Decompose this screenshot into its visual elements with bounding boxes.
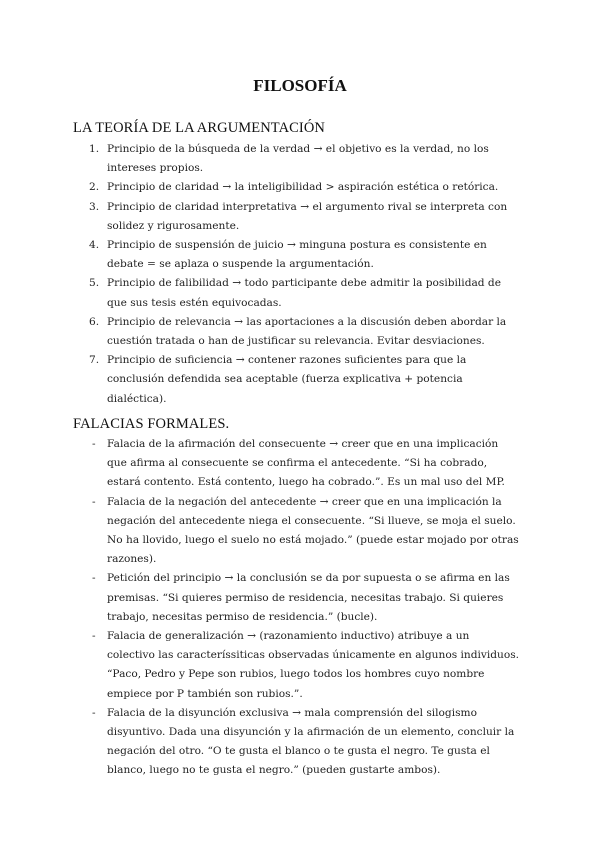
- list-item: [0, 569, 600, 627]
- item-text: Falacia de la disyunción exclusiva → mala comprensión del silogismo disyuntivo. Dada una disyunción y la afirmación de un elemento, concluir la negación del otro. “O te gusta el blanco o te gusta el negro. Te gusta el blanco, luego no te gusta el negro.” (pueden gustarte ambos).: [107, 706, 515, 777]
- principles-list: [0, 140, 600, 409]
- list-item: [0, 313, 600, 351]
- list-item: [0, 435, 600, 493]
- item-number: 2.: [89, 181, 100, 194]
- list-item: [0, 140, 600, 178]
- fallacies-list: [0, 435, 600, 781]
- item-bullet: -: [92, 572, 96, 585]
- item-text: Principio de relevancia → las aportaciones a la discusión deben abordar la cuestión tratada o han de justificar su relevancia. Evitar desviaciones.: [107, 315, 507, 348]
- section-heading-falacias: FALACIAS FORMALES.: [73, 416, 230, 432]
- item-text: Principio de falibilidad → todo participante debe admitir la posibilidad de que sus tesis estén equivocadas.: [107, 277, 501, 309]
- item-bullet: -: [92, 438, 96, 450]
- list-item: [0, 493, 600, 570]
- list-item: [0, 274, 600, 312]
- section-heading-argumentacion: LA TEORÍA DE LA ARGUMENTACIÓN: [73, 120, 325, 136]
- item-text: Principio de la búsqueda de la verdad → el objetivo es la verdad, no los intereses propios.: [107, 143, 489, 175]
- item-text: Principio de suspensión de juicio → minguna postura es consistente en debate = se aplaza o suspende la argumentación.: [107, 239, 487, 271]
- item-number: 3.: [89, 200, 100, 213]
- list-item: [0, 198, 600, 236]
- page-title: FILOSOFÍA: [253, 76, 347, 95]
- item-text: Falacia de generalización → (razonamiento inductivo) atribuye a un colectivo las caracteríssiticas observadas únicamente en algunos individuos. “Paco, Pedro y Pepe son rubios, luego todos los hombres cuyo nombre empiece por P también son rubios.”.: [107, 630, 520, 700]
- list-item: [0, 627, 600, 704]
- item-text: Principio de suficiencia → contener razones suficientes para que la conclusión defendida sea aceptable (fuerza explicativa + potencia dialéctica).: [107, 354, 467, 405]
- item-text: Falacia de la afirmación del consecuente → creer que en una implicación que afirma al consecuente se confirma el antecedente. “Si ha cobrado, estará contento. Está contento, luego ha cobrado.”. Es un mal uso del MP.: [107, 438, 505, 489]
- item-bullet: -: [92, 706, 96, 719]
- item-text: Principio de claridad → la inteligibilidad > aspiración estética o retórica.: [107, 181, 499, 194]
- item-number: 7.: [89, 354, 100, 367]
- list-item: [0, 351, 600, 409]
- item-text: Petición del principio → la conclusión se da por supuesta o se afirma en las premisas. “Si quieres permiso de residencia, necesitas trabajo. Si quieres trabajo, necesitas permiso de residencia.” (bucle).: [107, 572, 510, 623]
- item-number: 6.: [89, 315, 100, 328]
- list-item: [0, 236, 600, 274]
- item-bullet: -: [92, 630, 96, 643]
- item-number: 1.: [89, 143, 100, 155]
- item-text: Falacia de la negación del antecedente → creer que en una implicación la negación del antecedente niega el consecuente. “Si llueve, se moja el suelo. No ha llovido, luego el suelo no está mojado.” (puede estar mojado por otras razones).: [107, 495, 519, 566]
- list-item: [0, 704, 600, 781]
- item-text: Principio de claridad interpretativa → el argumento rival se interpreta con solidez y rigurosamente.: [107, 200, 508, 232]
- item-number: 5.: [89, 277, 100, 290]
- item-number: 4.: [89, 239, 100, 252]
- list-item: [0, 178, 600, 197]
- item-bullet: -: [92, 495, 96, 508]
